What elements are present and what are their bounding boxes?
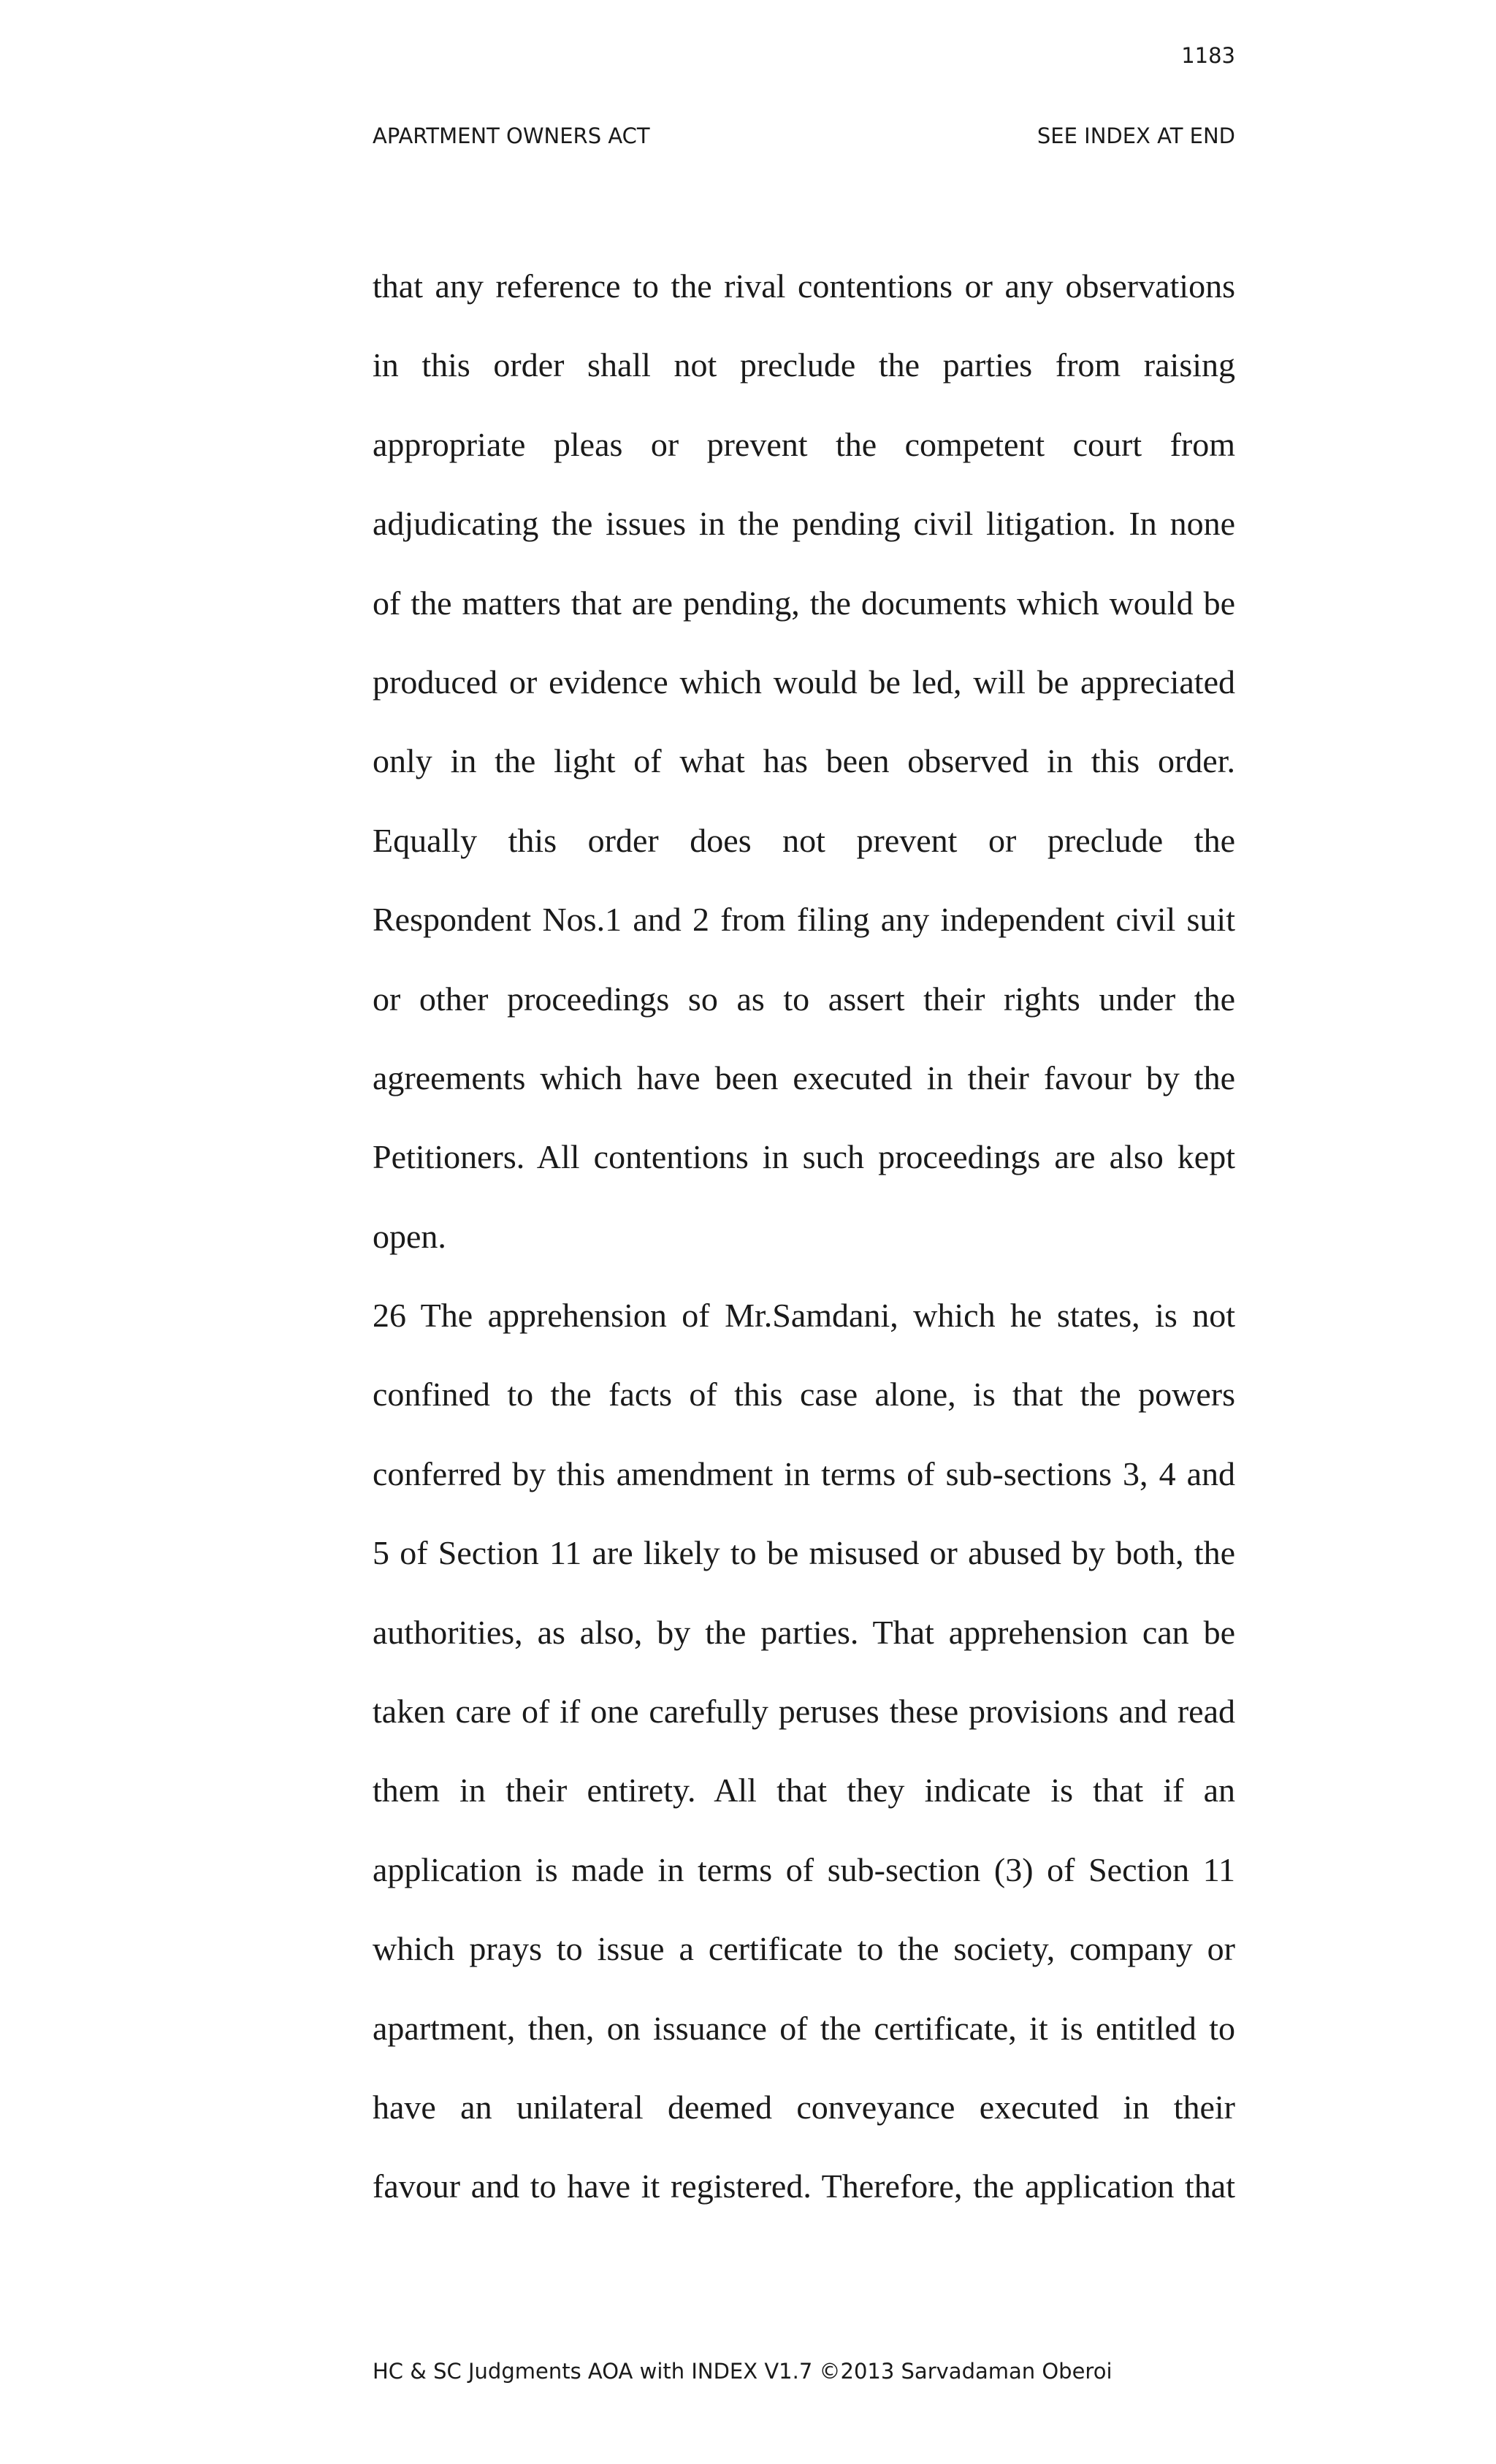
text-line: appropriate pleas or prevent the competent court from: [373, 425, 1235, 463]
text-line: adjudicating the issues in the pending civil litigation. In none: [373, 505, 1235, 543]
text-line: have an unilateral deemed conveyance executed in their: [373, 2088, 1235, 2126]
text-line: conferred by this amendment in terms of sub-sections 3, 4 and: [373, 1454, 1235, 1492]
footer-copyright: HC & SC Judgments AOA with INDEX V1.7 ©2013 Sarvadaman Oberoi: [373, 2359, 1113, 2384]
text-line: Respondent Nos.1 and 2 from filing any independent civil suit: [373, 901, 1235, 939]
running-header-title: APARTMENT OWNERS ACT: [373, 123, 650, 148]
page-number: 1183: [1181, 43, 1235, 68]
text-line: open.: [373, 1217, 446, 1255]
text-line: apartment, then, on issuance of the certificate, it is entitled to: [373, 2009, 1235, 2047]
text-line: Equally this order does not prevent or preclude the: [373, 821, 1235, 859]
text-line: 5 of Section 11 are likely to be misused or abused by both, the: [373, 1534, 1235, 1572]
text-line: confined to the facts of this case alone, is that the powers: [373, 1376, 1235, 1414]
text-line: or other proceedings so as to assert their rights under the: [373, 980, 1235, 1018]
text-line: authorities, as also, by the parties. That apprehension can be: [373, 1613, 1235, 1651]
text-line: in this order shall not preclude the parties from raising: [373, 346, 1235, 384]
text-line: favour and to have it registered. Therefore, the application that: [373, 2167, 1235, 2205]
text-line: that any reference to the rival contentions or any observations: [373, 267, 1235, 305]
text-line: taken care of if one carefully peruses these provisions and read: [373, 1693, 1235, 1731]
body-text: [373, 260, 1235, 2240]
text-line: of the matters that are pending, the documents which would be: [373, 584, 1235, 622]
text-line: only in the light of what has been observed in this order.: [373, 742, 1235, 780]
running-header-index-note: SEE INDEX AT END: [1037, 123, 1235, 148]
text-line: Petitioners. All contentions in such proceedings are also kept: [373, 1138, 1235, 1176]
text-line: application is made in terms of sub-section (3) of Section 11: [373, 1850, 1235, 1888]
text-line: them in their entirety. All that they indicate is that if an: [373, 1771, 1235, 1809]
text-line: 26 The apprehension of Mr.Samdani, which he states, is not: [373, 1297, 1235, 1335]
text-line: produced or evidence which would be led, will be appreciated: [373, 663, 1235, 701]
text-line: which prays to issue a certificate to the society, company or: [373, 1930, 1235, 1968]
text-line: agreements which have been executed in their favour by the: [373, 1059, 1235, 1096]
